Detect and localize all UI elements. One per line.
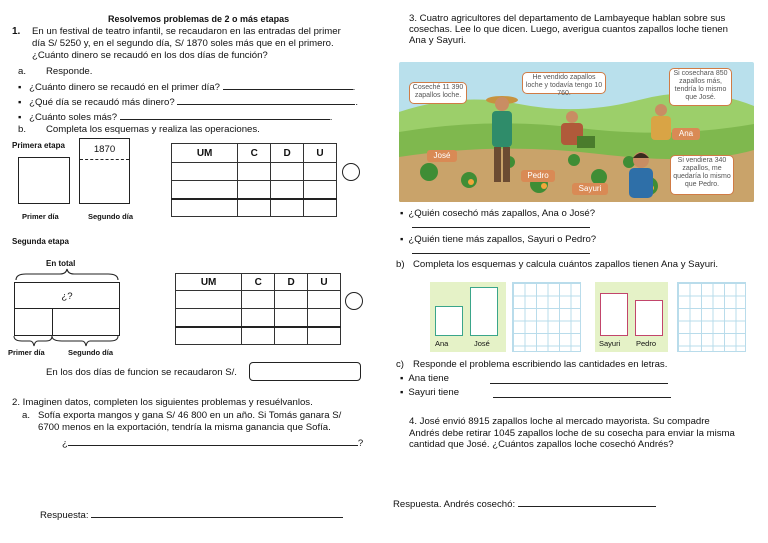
first-day-box[interactable] bbox=[18, 157, 70, 204]
problem-1-number: 1. bbox=[12, 26, 21, 37]
cell[interactable] bbox=[238, 181, 271, 199]
bubble-pedro: He vendido zapallos loche y todavía tengo 10 760. bbox=[522, 72, 606, 94]
header-d: D bbox=[271, 144, 304, 163]
header-u: U bbox=[308, 274, 341, 291]
question-which-day-text: ¿Qué día se recaudó más dinero? bbox=[29, 97, 175, 108]
bar-label-pedro: Pedro bbox=[636, 339, 657, 348]
total-brace bbox=[14, 268, 120, 282]
bar-jose[interactable] bbox=[470, 287, 498, 336]
bar-sayuri[interactable] bbox=[600, 293, 628, 336]
question-close-mark: ? bbox=[357, 438, 364, 449]
header-d: D bbox=[275, 274, 308, 291]
cell[interactable] bbox=[308, 327, 341, 345]
grid-paper-1[interactable] bbox=[512, 282, 581, 352]
bar-scheme-ana-jose bbox=[430, 282, 506, 352]
value-1870: 1870 bbox=[93, 144, 116, 155]
bar-pedro[interactable] bbox=[635, 300, 663, 336]
total-collected-text: En los dos días de funcion se recaudaron S/. bbox=[46, 367, 237, 378]
cell[interactable] bbox=[275, 327, 308, 345]
problem-2a-question bbox=[62, 436, 363, 449]
first-day-label: Primer día bbox=[22, 212, 59, 221]
first-day-label-2: Primer día bbox=[8, 348, 45, 357]
problem-2: 2. Imaginen datos, completen los siguientes problemas y resuélvanlos. bbox=[12, 397, 313, 408]
answer-andres-label: Respuesta. Andrés cosechó: bbox=[393, 499, 516, 510]
answer-line-sayuri-pedro[interactable] bbox=[412, 244, 590, 254]
answer-line-left[interactable] bbox=[91, 508, 343, 518]
answer-line-first-day[interactable] bbox=[223, 80, 353, 90]
answer-line-ana-jose[interactable] bbox=[412, 218, 590, 228]
cell[interactable] bbox=[275, 291, 308, 309]
cell[interactable] bbox=[304, 181, 337, 199]
cell[interactable] bbox=[172, 163, 238, 181]
part-b-right-label: b) bbox=[396, 259, 405, 270]
cell[interactable] bbox=[238, 163, 271, 181]
problem-3-line-1: 3. Cuatro agricultores del departamento de Lambayeque hablan sobre sus bbox=[409, 13, 726, 24]
total-collected-input[interactable] bbox=[249, 362, 361, 381]
second-day-box-2[interactable] bbox=[52, 308, 120, 336]
cell[interactable] bbox=[242, 291, 275, 309]
cell[interactable] bbox=[271, 181, 304, 199]
bar-scheme-sayuri-pedro bbox=[595, 282, 668, 352]
cell[interactable] bbox=[176, 291, 242, 309]
answer-line-which-day[interactable] bbox=[177, 95, 355, 105]
problem-1-line-3: ¿Cuánto dinero se recaudó en los dos días de función? bbox=[32, 50, 268, 61]
cell[interactable] bbox=[308, 291, 341, 309]
cell[interactable] bbox=[172, 199, 238, 217]
cell[interactable] bbox=[271, 163, 304, 181]
bubble-sayuri: Si vendiera 340 zapallos, me quedaría lo mismo que Pedro. bbox=[670, 155, 734, 195]
first-stage-label: Primera etapa bbox=[12, 141, 65, 150]
second-day-label-2: Segundo día bbox=[68, 348, 113, 357]
question-how-much-more: ▪ ¿Cuánto soles más? . bbox=[18, 110, 332, 123]
total-question: ¿? bbox=[61, 291, 73, 302]
second-day-box[interactable] bbox=[79, 138, 130, 204]
part-a-label: a. bbox=[18, 66, 27, 77]
answer-andres bbox=[393, 497, 656, 510]
question-which-day: ▪ ¿Qué día se recaudó más dinero? . bbox=[18, 95, 358, 108]
tag-ana: Ana bbox=[672, 128, 700, 140]
answer-label: Respuesta: bbox=[40, 510, 89, 521]
header-u: U bbox=[304, 144, 337, 163]
sayuri-has-label: ▪ Sayuri tiene bbox=[400, 387, 459, 398]
cell[interactable] bbox=[238, 199, 271, 217]
header-c: C bbox=[242, 274, 275, 291]
cell[interactable] bbox=[275, 309, 308, 327]
grid-paper-2[interactable] bbox=[677, 282, 746, 352]
problem-4-line-1: 4. José envió 8915 zapallos loche al mercado mayorista. Su compadre bbox=[409, 416, 710, 427]
problem-4-line-2: Andrés debe retirar 1045 zapallos loche de su cosecha para enviar la misma bbox=[409, 428, 735, 439]
bar-label-ana: Ana bbox=[435, 339, 449, 348]
cell[interactable] bbox=[242, 309, 275, 327]
tag-pedro: Pedro bbox=[521, 170, 555, 182]
answer-line-andres[interactable] bbox=[518, 497, 656, 507]
answer-line-ana-has[interactable] bbox=[490, 374, 668, 384]
question-how-much-more-text: ¿Cuánto soles más? bbox=[29, 112, 118, 123]
part-c-text: Responde el problema escribiendo las cantidades en letras. bbox=[413, 359, 668, 370]
bar-ana[interactable] bbox=[435, 306, 463, 336]
bottom-braces bbox=[8, 334, 122, 348]
cell[interactable] bbox=[271, 199, 304, 217]
operation-table-1 bbox=[171, 143, 337, 217]
problem-2a-label: a. bbox=[22, 410, 31, 421]
second-day-label: Segundo día bbox=[88, 212, 133, 221]
question-first-day: ▪ ¿Cuánto dinero se recaudó en el primer día? . bbox=[18, 80, 355, 93]
bubble-jose: Coseché 11 390 zapallos loche. bbox=[409, 82, 467, 104]
cell[interactable] bbox=[172, 181, 238, 199]
question-sayuri-pedro: ▪ ¿Quién tiene más zapallos, Sayuri o Pedro? bbox=[400, 234, 596, 245]
farmers-illustration bbox=[399, 62, 754, 202]
cell[interactable] bbox=[308, 309, 341, 327]
part-a-text: Responde. bbox=[46, 66, 93, 77]
part-b-right-text: Completa los esquemas y calcula cuántos zapallos tienen Ana y Sayuri. bbox=[413, 259, 719, 270]
question-open-mark: ¿ bbox=[62, 438, 68, 449]
bubble-ana: Si cosechara 850 zapallos más, tendría lo mismo que José. bbox=[669, 68, 732, 106]
problem-1-line-2: día S/ 5250 y, en el segundo día, S/ 1870 soles más que en el primero. bbox=[32, 38, 334, 49]
question-line[interactable] bbox=[68, 436, 358, 446]
problem-3-line-2: cosechas. Lee lo que dicen. Luego, averigua cuantos zapallos loche tienen bbox=[409, 24, 728, 35]
total-box[interactable] bbox=[14, 282, 120, 310]
first-day-box-2[interactable] bbox=[14, 308, 54, 336]
problem-1-line-1: En un festival de teatro infantil, se recaudaron en las entradas del primer bbox=[32, 26, 341, 37]
question-first-day-text: ¿Cuánto dinero se recaudó en el primer día? bbox=[29, 82, 220, 93]
bar-label-jose: José bbox=[474, 339, 490, 348]
second-stage-label: Segunda etapa bbox=[12, 237, 69, 246]
bar-label-sayuri: Sayuri bbox=[599, 339, 621, 348]
answer-line-how-much-more[interactable] bbox=[120, 110, 330, 120]
operation-sign-circle-1[interactable] bbox=[342, 163, 360, 181]
problem-4-line-3: cantidad que José. ¿Cuántos zapallos loche cosechó Andrés? bbox=[409, 439, 674, 450]
header-um: UM bbox=[176, 274, 242, 291]
operation-sign-circle-2[interactable] bbox=[345, 292, 363, 310]
worksheet-title: Resolvemos problemas de 2 o más etapas bbox=[108, 14, 290, 24]
answer-line-sayuri-has[interactable] bbox=[493, 388, 671, 398]
second-day-divider bbox=[80, 159, 129, 160]
cell[interactable] bbox=[242, 327, 275, 345]
tag-sayuri: Sayuri bbox=[572, 183, 608, 195]
part-b-label: b. bbox=[18, 124, 27, 135]
cell[interactable] bbox=[176, 309, 242, 327]
problem-3-line-3: Ana y Sayuri. bbox=[409, 35, 467, 46]
cell[interactable] bbox=[176, 327, 242, 345]
cell[interactable] bbox=[304, 199, 337, 217]
part-b-text: Completa los esquemas y realiza las operaciones. bbox=[46, 124, 260, 135]
answer-left bbox=[40, 508, 343, 521]
problem-2a-line-1: Sofía exporta mangos y gana S/ 46 800 en un año. Si Tomás ganara S/ bbox=[38, 410, 342, 421]
tag-jose: José bbox=[427, 150, 457, 162]
total-label: En total bbox=[46, 259, 76, 268]
ana-has-label: ▪ Ana tiene bbox=[400, 373, 449, 384]
cell[interactable] bbox=[304, 163, 337, 181]
operation-table-2 bbox=[175, 273, 341, 345]
problem-2a-line-2: 6700 menos en la exportación, tendría la misma ganancia que Sofía. bbox=[38, 422, 331, 433]
question-ana-jose: ▪ ¿Quién cosechó más zapallos, Ana o José? bbox=[400, 208, 595, 219]
header-um: UM bbox=[172, 144, 238, 163]
header-c: C bbox=[238, 144, 271, 163]
part-c-label: c) bbox=[396, 359, 404, 370]
